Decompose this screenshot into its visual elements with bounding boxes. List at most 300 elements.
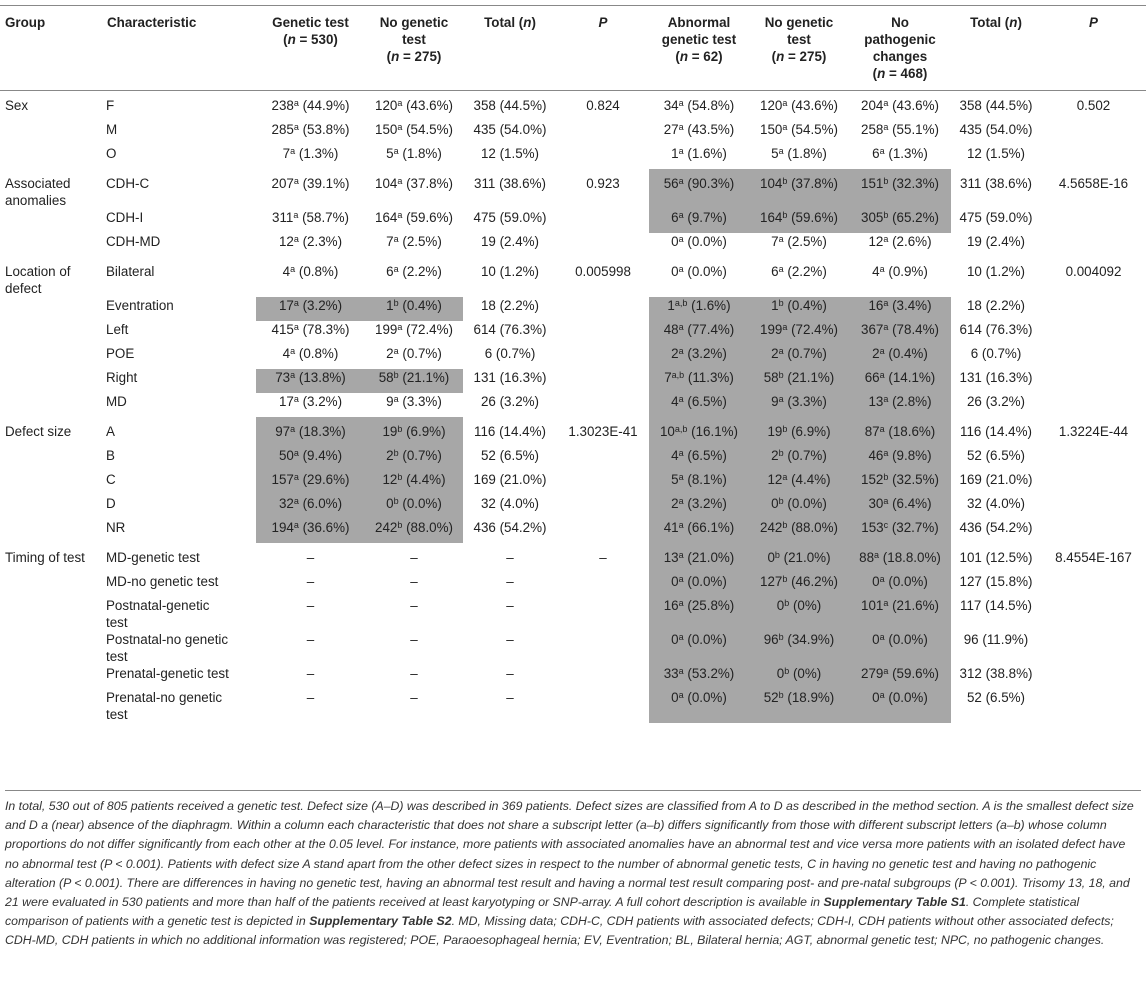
- value-cell: 0$^a$ (0.0%): [849, 689, 951, 723]
- value-cell: 6$^a$ (2.2%): [386, 264, 442, 279]
- subscript-letter: a: [293, 322, 299, 332]
- subscript-letter: a: [293, 394, 299, 404]
- characteristic-label: M: [106, 122, 118, 137]
- characteristic-label: D: [106, 496, 116, 511]
- group-label: Location of defect: [5, 264, 71, 296]
- subscript-letter: a: [678, 574, 684, 584]
- group-cell: [0, 145, 102, 169]
- value-cell: 7$^{a,b}$ (11.3%): [649, 369, 749, 393]
- value-cell: 0$^a$ (0.0%): [671, 234, 727, 249]
- subscript-letter: a: [883, 98, 889, 108]
- value-cell: –: [506, 690, 514, 705]
- table-footnote: In total, 530 out of 805 patients received a genetic test. Defect size (A–D) was described in 369 patients. Defect sizes are classified from A to D as described in the method section. A is the smallest defect size and D a (near) absence of the diaphragm. Within a column each characteristic that does not share a subscript letter (a–b) differs significantly from those with different subscript letters (a–b) whose column proportions do not differ significantly from each other at the 0.05 level. For instance, more patients with associated anomalies have an abnormal test and vice versa more patients with an isolated defect have no abnormal test (P < 0.001). Patients with defect size A stand apart from the other defect sizes in respect to the number of abnormal genetic tests, C in having no genetic test and having no pathogenic alteration (P < 0.001). There are differences in having no genetic test, having an abnormal test result and having a normal test result comparing post- and pre-natal subgroups (P < 0.001). Trisomy 13, 18, and 21 were evaluated in 530 patients and more than half of the patients received at least karyotyping or SNP-array. A full cohort description is available in Supplementary Table S1. Complete statistical comparison of patients with a genetic test is depicted in Supplementary Table S2. MD, Missing data; CDH-C, CDH patients with associated defects; CDH-I, CDH patients without other associated defects; CDH-MD, CDH patients in which no additional information was registered; POE, Paraoesophageal hernia; EV, Eventration; BL, Bilateral hernia; AGT, abnormal genetic test; NPC, no pathogenic changes.: [5, 790, 1141, 951]
- value-cell: 104$^b$ (37.8%): [749, 169, 849, 209]
- value-cell: 0$^b$ (0.0%): [749, 495, 849, 519]
- group-label: Sex: [5, 98, 29, 113]
- p-value: [557, 447, 649, 471]
- value-cell: –: [506, 632, 514, 647]
- subscript-letter: a: [678, 666, 684, 676]
- value-cell: 27$^a$ (43.5%): [663, 122, 735, 137]
- results-table: [0, 5, 1146, 723]
- group-cell: [0, 393, 102, 417]
- subscript-letter: a: [678, 122, 684, 132]
- value-cell: 52 (6.5%): [480, 448, 540, 463]
- column-header: Genetic test (n = 530): [272, 15, 349, 47]
- subscript-letter: a: [778, 146, 784, 156]
- subscript-letter: a: [290, 264, 296, 274]
- value-cell: 12 (1.5%): [480, 146, 540, 161]
- value-cell: 194$^a$ (36.6%): [256, 519, 365, 543]
- value-cell: 96 (11.9%): [963, 632, 1029, 647]
- group-cell: [0, 631, 102, 665]
- table-row: [0, 91, 1146, 122]
- value-cell: 33$^a$ (53.2%): [649, 665, 749, 689]
- value-cell: 150$^a$ (54.5%): [375, 122, 453, 137]
- subscript-letter: a: [678, 234, 684, 244]
- p-value: [1041, 631, 1146, 665]
- value-cell: 6 (0.7%): [970, 346, 1022, 361]
- column-header: Characteristic: [107, 15, 197, 30]
- subscript-letter: a: [293, 298, 299, 308]
- p-value: 0.502: [1076, 98, 1111, 113]
- table-row: [0, 689, 1146, 723]
- value-cell: 17$^a$ (3.2%): [256, 297, 365, 321]
- value-cell: 358 (44.5%): [473, 98, 547, 113]
- characteristic-label: Left: [106, 322, 129, 337]
- subscript-letter: b: [778, 298, 784, 308]
- p-value: [557, 321, 649, 345]
- p-value: [557, 297, 649, 321]
- column-header: Group: [5, 15, 46, 30]
- value-cell: 311$^a$ (58.7%): [272, 210, 349, 225]
- value-cell: 46$^a$ (9.8%): [849, 447, 951, 471]
- p-value: [557, 631, 649, 665]
- characteristic-label: MD: [106, 394, 127, 409]
- column-header: No genetic test (n = 275): [764, 15, 834, 64]
- group-cell: [0, 233, 102, 257]
- p-value: [557, 393, 649, 417]
- group-cell: [0, 345, 102, 369]
- table-row: [0, 471, 1146, 495]
- p-value: [1041, 665, 1146, 689]
- p-value: [557, 145, 649, 169]
- characteristic-label: Right: [106, 370, 138, 385]
- table-row: [0, 597, 1146, 631]
- subscript-letter: a: [782, 472, 788, 482]
- table-row: [0, 417, 1146, 447]
- table-row: [0, 543, 1146, 573]
- subscript-letter: b: [782, 176, 788, 186]
- subscript-letter: b: [883, 472, 889, 482]
- table-row: [0, 345, 1146, 369]
- value-cell: 0$^a$ (0.0%): [849, 631, 951, 665]
- value-cell: 7$^a$ (2.5%): [771, 234, 827, 249]
- value-cell: 52 (6.5%): [966, 690, 1026, 705]
- value-cell: 169 (21.0%): [473, 472, 547, 487]
- value-cell: 127$^b$ (46.2%): [749, 573, 849, 597]
- subscript-letter: b: [782, 424, 788, 434]
- subscript-letter: a: [778, 264, 784, 274]
- subscript-letter: a: [293, 98, 299, 108]
- subscript-letter: b: [778, 370, 784, 380]
- subscript-letter: a: [393, 346, 399, 356]
- subscript-letter: a: [678, 346, 684, 356]
- value-cell: –: [506, 550, 514, 565]
- value-cell: 131 (16.3%): [473, 370, 547, 385]
- subscript-letter: b: [778, 448, 784, 458]
- subscript-letter: b: [782, 520, 788, 530]
- p-value: 0.004092: [1065, 264, 1122, 279]
- table-row: [0, 631, 1146, 665]
- group-cell: [0, 321, 102, 345]
- subscript-letter: a: [883, 122, 889, 132]
- p-value: 0.923: [586, 176, 620, 191]
- value-cell: 117 (14.5%): [960, 598, 1032, 613]
- value-cell: 41$^a$ (66.1%): [649, 519, 749, 543]
- table-row: [0, 393, 1146, 417]
- subscript-letter: a: [778, 346, 784, 356]
- value-cell: 10$^{a,b}$ (16.1%): [649, 417, 749, 447]
- value-cell: –: [306, 632, 315, 647]
- value-cell: 0$^b$ (0%): [749, 665, 849, 689]
- column-header: No genetic test (n = 275): [379, 15, 449, 64]
- subscript-letter: a: [678, 550, 684, 560]
- value-cell: 19 (2.4%): [966, 234, 1026, 249]
- table-row: [0, 233, 1146, 257]
- subscript-letter: b: [397, 520, 403, 530]
- value-cell: 16$^a$ (3.4%): [849, 297, 951, 321]
- value-cell: 26 (3.2%): [966, 394, 1026, 409]
- characteristic-label: MD-no genetic test: [106, 574, 219, 589]
- p-value: [1041, 495, 1146, 519]
- subscript-letter: a: [782, 122, 788, 132]
- subscript-letter: a: [879, 690, 885, 700]
- value-cell: 2$^a$ (3.2%): [649, 495, 749, 519]
- value-cell: 32 (4.0%): [480, 496, 540, 511]
- subscript-letter: a: [678, 632, 684, 642]
- value-cell: 17$^a$ (3.2%): [278, 394, 343, 409]
- p-value: 8.4554E-167: [1055, 550, 1132, 565]
- p-value: [1041, 471, 1146, 495]
- group-cell: [0, 689, 102, 723]
- table-row: [0, 145, 1146, 169]
- value-cell: 116 (14.4%): [960, 424, 1032, 439]
- value-cell: 0$^b$ (0%): [749, 597, 849, 631]
- subscript-letter: a: [293, 176, 299, 186]
- value-cell: –: [306, 666, 315, 681]
- subscript-letter: a: [293, 496, 299, 506]
- value-cell: 614 (76.3%): [473, 322, 547, 337]
- subscript-letter: a: [678, 690, 684, 700]
- value-cell: –: [410, 574, 418, 589]
- value-cell: 2$^a$ (3.2%): [649, 345, 749, 369]
- value-cell: 34$^a$ (54.8%): [663, 98, 735, 113]
- value-cell: 5$^a$ (1.8%): [771, 146, 827, 161]
- column-header: Total (n): [970, 15, 1022, 30]
- subscript-letter: a,b: [674, 424, 688, 434]
- value-cell: 7$^a$ (2.5%): [386, 234, 442, 249]
- p-value: [1041, 297, 1146, 321]
- subscript-letter: a: [678, 472, 684, 482]
- group-cell: [0, 209, 102, 233]
- characteristic-label: MD-genetic test: [106, 550, 200, 565]
- value-cell: 312 (38.8%): [959, 666, 1033, 681]
- subscript-letter: b: [782, 574, 788, 584]
- value-cell: 30$^a$ (6.4%): [849, 495, 951, 519]
- p-value: [557, 689, 649, 723]
- value-cell: 52$^b$ (18.9%): [749, 689, 849, 723]
- subscript-letter: a: [397, 98, 403, 108]
- value-cell: 238$^a$ (44.9%): [271, 98, 350, 113]
- subscript-letter: c: [883, 520, 889, 530]
- subscript-letter: b: [883, 210, 889, 220]
- value-cell: 1$^{a,b}$ (1.6%): [649, 297, 749, 321]
- header-row: [0, 6, 1146, 91]
- characteristic-label: Prenatal-genetic test: [106, 666, 229, 681]
- table-header: [0, 6, 1146, 91]
- value-cell: 73$^a$ (13.8%): [256, 369, 365, 393]
- value-cell: –: [306, 690, 315, 705]
- subscript-letter: b: [397, 472, 403, 482]
- subscript-letter: a: [879, 264, 885, 274]
- group-cell: [0, 121, 102, 145]
- value-cell: 199$^a$ (72.4%): [375, 322, 453, 337]
- group-cell: [0, 369, 102, 393]
- value-cell: 0$^a$ (0.0%): [649, 573, 749, 597]
- value-cell: 10 (1.2%): [966, 264, 1026, 279]
- p-value: [1041, 519, 1146, 543]
- p-value: [1041, 233, 1146, 257]
- value-cell: 101 (12.5%): [959, 550, 1033, 565]
- value-cell: 475 (59.0%): [473, 210, 547, 225]
- p-value: [557, 121, 649, 145]
- value-cell: 13$^a$ (2.8%): [849, 393, 951, 417]
- value-cell: 16$^a$ (25.8%): [649, 597, 749, 631]
- value-cell: 58$^b$ (21.1%): [365, 369, 463, 393]
- table-row: [0, 121, 1146, 145]
- subscript-letter: a: [879, 574, 885, 584]
- value-cell: 4$^a$ (0.8%): [282, 264, 339, 279]
- value-cell: 48$^a$ (77.4%): [649, 321, 749, 345]
- p-value: [557, 471, 649, 495]
- value-cell: 199$^a$ (72.4%): [749, 321, 849, 345]
- subscript-letter: a: [883, 496, 889, 506]
- p-value: 0.005998: [575, 264, 631, 279]
- value-cell: 169 (21.0%): [959, 472, 1033, 487]
- p-value: 0.824: [586, 98, 620, 113]
- value-cell: 1$^b$ (0.4%): [749, 297, 849, 321]
- value-cell: 2$^b$ (0.7%): [365, 447, 463, 471]
- value-cell: 26 (3.2%): [480, 394, 540, 409]
- subscript-letter: a: [293, 448, 299, 458]
- value-cell: –: [506, 598, 514, 613]
- subscript-letter: a: [678, 264, 684, 274]
- value-cell: 32 (4.0%): [966, 496, 1026, 511]
- value-cell: 32$^a$ (6.0%): [256, 495, 365, 519]
- p-value: [1041, 209, 1146, 233]
- value-cell: 13$^a$ (21.0%): [649, 543, 749, 573]
- subscript-letter: a: [290, 346, 296, 356]
- value-cell: 18 (2.2%): [480, 298, 540, 313]
- group-label: Defect size: [5, 424, 72, 439]
- subscript-letter: b: [784, 666, 790, 676]
- value-cell: 0$^a$ (0.0%): [649, 689, 749, 723]
- value-cell: 0$^a$ (0.0%): [849, 573, 951, 597]
- value-cell: 5$^a$ (8.1%): [649, 471, 749, 495]
- subscript-letter: b: [778, 632, 784, 642]
- value-cell: 50$^a$ (9.4%): [256, 447, 365, 471]
- subscript-letter: b: [393, 448, 399, 458]
- p-value: [557, 345, 649, 369]
- table-row: [0, 665, 1146, 689]
- group-cell: [0, 495, 102, 519]
- value-cell: 157$^a$ (29.6%): [256, 471, 365, 495]
- group-cell: [0, 665, 102, 689]
- value-cell: 2$^b$ (0.7%): [749, 447, 849, 471]
- value-cell: 4$^a$ (0.8%): [282, 346, 339, 361]
- value-cell: 6 (0.7%): [484, 346, 536, 361]
- value-cell: 150$^a$ (54.5%): [760, 122, 838, 137]
- value-cell: 116 (14.4%): [474, 424, 546, 439]
- value-cell: 614 (76.3%): [959, 322, 1033, 337]
- subscript-letter: a: [293, 234, 299, 244]
- value-cell: 18 (2.2%): [966, 298, 1026, 313]
- p-value: [557, 209, 649, 233]
- subscript-letter: a: [393, 234, 399, 244]
- subscript-letter: a: [778, 234, 784, 244]
- p-value: [1041, 393, 1146, 417]
- subscript-letter: b: [782, 210, 788, 220]
- subscript-letter: b: [397, 424, 403, 434]
- subscript-letter: a: [678, 448, 684, 458]
- p-value: 4.5658E-16: [1058, 176, 1129, 191]
- value-cell: –: [410, 666, 418, 681]
- group-cell: [0, 573, 102, 597]
- subscript-letter: a: [883, 598, 889, 608]
- value-cell: 204$^a$ (43.6%): [861, 98, 939, 113]
- subscript-letter: a: [290, 370, 296, 380]
- subscript-letter: a: [293, 122, 299, 132]
- value-cell: 104$^a$ (37.8%): [375, 176, 453, 191]
- value-cell: 19 (2.4%): [480, 234, 540, 249]
- subscript-letter: a: [879, 632, 885, 642]
- subscript-letter: a: [883, 322, 889, 332]
- value-cell: 0$^a$ (0.0%): [649, 631, 749, 665]
- subscript-letter: b: [393, 298, 399, 308]
- subscript-letter: a: [879, 424, 885, 434]
- value-cell: 164$^a$ (59.6%): [375, 210, 453, 225]
- subscript-letter: a: [678, 598, 684, 608]
- value-cell: 12$^a$ (2.6%): [868, 234, 932, 249]
- subscript-letter: b: [393, 496, 399, 506]
- value-cell: 4$^a$ (0.9%): [872, 264, 928, 279]
- subscript-letter: a: [397, 322, 403, 332]
- subscript-letter: a: [778, 394, 784, 404]
- value-cell: 242$^b$ (88.0%): [365, 519, 463, 543]
- group-cell: [0, 447, 102, 471]
- subscript-letter: a: [397, 210, 403, 220]
- value-cell: 358 (44.5%): [959, 98, 1033, 113]
- value-cell: 12$^a$ (2.3%): [278, 234, 343, 249]
- p-value: [1041, 597, 1146, 631]
- characteristic-label: O: [106, 146, 117, 161]
- subscript-letter: a: [678, 210, 684, 220]
- value-cell: 1$^a$ (1.6%): [671, 146, 727, 161]
- value-cell: –: [410, 550, 418, 565]
- subscript-letter: b: [784, 598, 790, 608]
- value-cell: 367$^a$ (78.4%): [849, 321, 951, 345]
- value-cell: 2$^a$ (0.7%): [749, 345, 849, 369]
- table-row: [0, 573, 1146, 597]
- subscript-letter: a: [782, 322, 788, 332]
- table-row: [0, 321, 1146, 345]
- p-value: [557, 597, 649, 631]
- value-cell: –: [306, 550, 315, 565]
- characteristic-label: A: [106, 424, 115, 439]
- value-cell: 88$^a$ (18.8.0%): [849, 543, 951, 573]
- value-cell: 1$^b$ (0.4%): [365, 297, 463, 321]
- p-value: [557, 233, 649, 257]
- value-cell: 4$^a$ (6.5%): [649, 447, 749, 471]
- column-header: Total (n): [484, 15, 536, 30]
- characteristic-label: CDH-I: [106, 210, 144, 225]
- value-cell: –: [410, 632, 418, 647]
- subscript-letter: a: [293, 520, 299, 530]
- value-cell: 2$^a$ (0.7%): [386, 346, 442, 361]
- value-cell: 5$^a$ (1.8%): [386, 146, 442, 161]
- column-header: P: [1089, 15, 1098, 30]
- subscript-letter: a: [293, 472, 299, 482]
- p-value: [1041, 121, 1146, 145]
- value-cell: –: [410, 598, 418, 613]
- value-cell: 131 (16.3%): [959, 370, 1033, 385]
- subscript-letter: b: [778, 496, 784, 506]
- value-cell: 258$^a$ (55.1%): [861, 122, 939, 137]
- p-value: [1041, 447, 1146, 471]
- characteristic-label: Eventration: [106, 298, 174, 313]
- value-cell: 9$^a$ (3.3%): [749, 393, 849, 417]
- table-row: [0, 519, 1146, 543]
- p-value: [557, 665, 649, 689]
- table-row: [0, 257, 1146, 297]
- value-cell: 96$^b$ (34.9%): [749, 631, 849, 665]
- subscript-letter: a,b: [671, 370, 685, 380]
- value-cell: 151$^b$ (32.3%): [849, 169, 951, 209]
- value-cell: 435 (54.0%): [959, 122, 1033, 137]
- subscript-letter: a: [678, 394, 684, 404]
- value-cell: 12 (1.5%): [966, 146, 1026, 161]
- p-value: [1041, 689, 1146, 723]
- subscript-letter: a: [879, 346, 885, 356]
- value-cell: 0$^b$ (21.0%): [749, 543, 849, 573]
- subscript-letter: a: [397, 176, 403, 186]
- subscript-letter: b: [393, 370, 399, 380]
- value-cell: –: [506, 666, 514, 681]
- p-value: [1041, 321, 1146, 345]
- value-cell: 10 (1.2%): [480, 264, 540, 279]
- subscript-letter: a: [879, 370, 885, 380]
- value-cell: 87$^a$ (18.6%): [849, 417, 951, 447]
- p-value: [557, 573, 649, 597]
- value-cell: 56$^a$ (90.3%): [649, 169, 749, 209]
- value-cell: 2$^a$ (0.4%): [849, 345, 951, 369]
- p-value: 1.3023E-41: [568, 424, 638, 439]
- value-cell: 311 (38.6%): [474, 176, 546, 191]
- column-header: No pathogenic changes (n = 468): [864, 15, 936, 81]
- group-cell: [0, 519, 102, 543]
- subscript-letter: a: [883, 234, 889, 244]
- group-label: Timing of test: [5, 550, 85, 565]
